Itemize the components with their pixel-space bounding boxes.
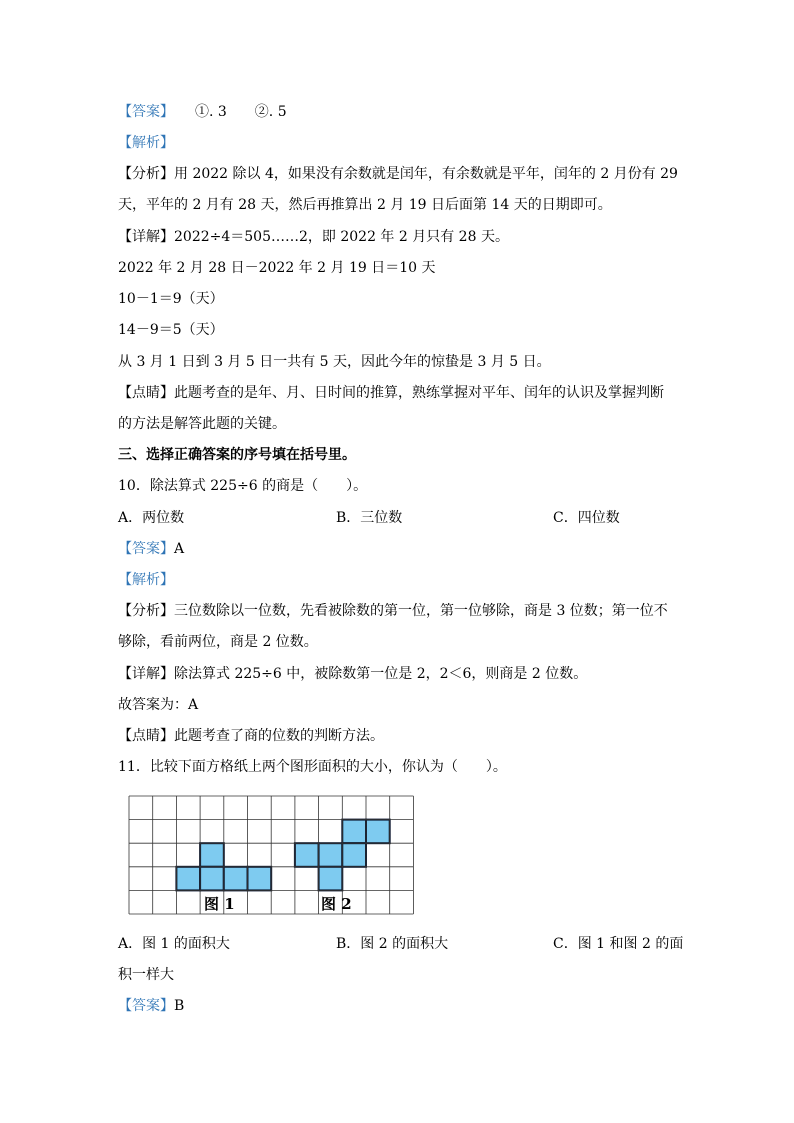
fenxi-tag: 【分析】 xyxy=(118,166,174,182)
figure-2-cell xyxy=(295,843,319,867)
dianjing-text: 此题考查的是年、月、日时间的推算，熟练掌握对平年、闰年的认识及掌握判断 xyxy=(174,385,664,401)
figure-1-cell xyxy=(176,867,200,891)
figure-1-cell xyxy=(200,867,224,891)
q9-dianjing xyxy=(118,384,664,402)
q11-option-b: B．图 2 的面积大 xyxy=(336,936,449,952)
q10-dianjing xyxy=(118,727,384,745)
q10-option-c: C．四位数 xyxy=(553,510,620,526)
figure-1-cell xyxy=(248,867,272,891)
answer-text: ①. 3 ②. 5 xyxy=(195,104,287,120)
q11-question: 11．比较下面方格纸上两个图形面积的大小，你认为（ ）。 xyxy=(118,759,507,775)
xiangjie-text: 2022÷4＝505……2，即 2022 年 2 月只有 28 天。 xyxy=(174,229,509,245)
q9-dianjing-2: 的方法是解答此题的关键。 xyxy=(118,416,286,432)
q9-answer xyxy=(118,103,287,121)
analysis-tag: 【解析】 xyxy=(118,135,174,151)
xiangjie-text: 除法算式 225÷6 中，被除数第一位是 2，2＜6，则商是 2 位数。 xyxy=(174,666,588,682)
dianjing-text: 此题考查了商的位数的判断方法。 xyxy=(174,728,384,744)
q9-line: 2022 年 2 月 28 日－2022 年 2 月 19 日＝10 天 xyxy=(118,260,436,276)
figure-2-cell xyxy=(319,867,343,891)
dianjing-tag: 【点睛】 xyxy=(118,385,174,401)
q10-question: 10．除法算式 225÷6 的商是（ ）。 xyxy=(118,478,368,494)
fenxi-text: 用 2022 除以 4，如果没有余数就是闰年，有余数就是平年，闰年的 2 月份有 29 xyxy=(174,166,678,182)
q10-option-a: A．两位数 xyxy=(118,510,185,526)
xiangjie-tag: 【详解】 xyxy=(118,666,174,682)
q9-line: 10－1＝9（天） xyxy=(118,291,224,307)
grid-figure xyxy=(128,795,416,917)
figure-2-cell xyxy=(342,843,366,867)
q10-fenxi-2: 够除，看前两位，商是 2 位数。 xyxy=(118,634,318,650)
q10-conclusion: 故答案为：A xyxy=(118,697,199,713)
answer-tag: 【答案】 xyxy=(118,998,174,1014)
xiangjie-tag: 【详解】 xyxy=(118,229,174,245)
q10-xiangjie xyxy=(118,665,587,683)
figure-2-label: 图 2 xyxy=(321,895,352,913)
figure-2-cell xyxy=(342,820,366,844)
analysis-tag: 【解析】 xyxy=(118,572,174,588)
figure-2-cell xyxy=(319,843,343,867)
q9-line: 从 3 月 1 日到 3 月 5 日一共有 5 天，因此今年的惊蛰是 3 月 5 日。 xyxy=(118,354,551,370)
figure-1-label: 图 1 xyxy=(204,895,235,913)
figure-1-cell xyxy=(200,843,224,867)
answer-text: B xyxy=(174,998,185,1014)
q10-answer xyxy=(118,540,184,558)
q11-answer xyxy=(118,997,184,1015)
q11-option-c-cont: 积一样大 xyxy=(118,967,174,983)
q9-line: 14－9＝5（天） xyxy=(118,322,224,338)
q10-option-b: B．三位数 xyxy=(336,510,403,526)
answer-tag: 【答案】 xyxy=(118,104,167,120)
answer-tag: 【答案】 xyxy=(118,541,174,557)
q9-xiangjie xyxy=(118,228,509,246)
q10-fenxi xyxy=(118,602,668,620)
q9-fenxi-2: 天，平年的 2 月有 28 天，然后再推算出 2 月 19 日后面第 14 天的日期即可。 xyxy=(118,197,612,213)
figure-2-cell xyxy=(366,820,390,844)
fenxi-text: 三位数除以一位数，先看被除数的第一位，第一位够除，商是 3 位数；第一位不 xyxy=(174,603,668,619)
dianjing-tag: 【点睛】 xyxy=(118,728,174,744)
answer-text: A xyxy=(174,541,185,557)
q11-option-a: A．图 1 的面积大 xyxy=(118,936,230,952)
figure-1-cell xyxy=(224,867,248,891)
fenxi-tag: 【分析】 xyxy=(118,603,174,619)
q11-option-c: C．图 1 和图 2 的面 xyxy=(553,936,684,952)
q9-fenxi xyxy=(118,165,678,183)
section-title: 三、选择正确答案的序号填在括号里。 xyxy=(118,447,356,463)
